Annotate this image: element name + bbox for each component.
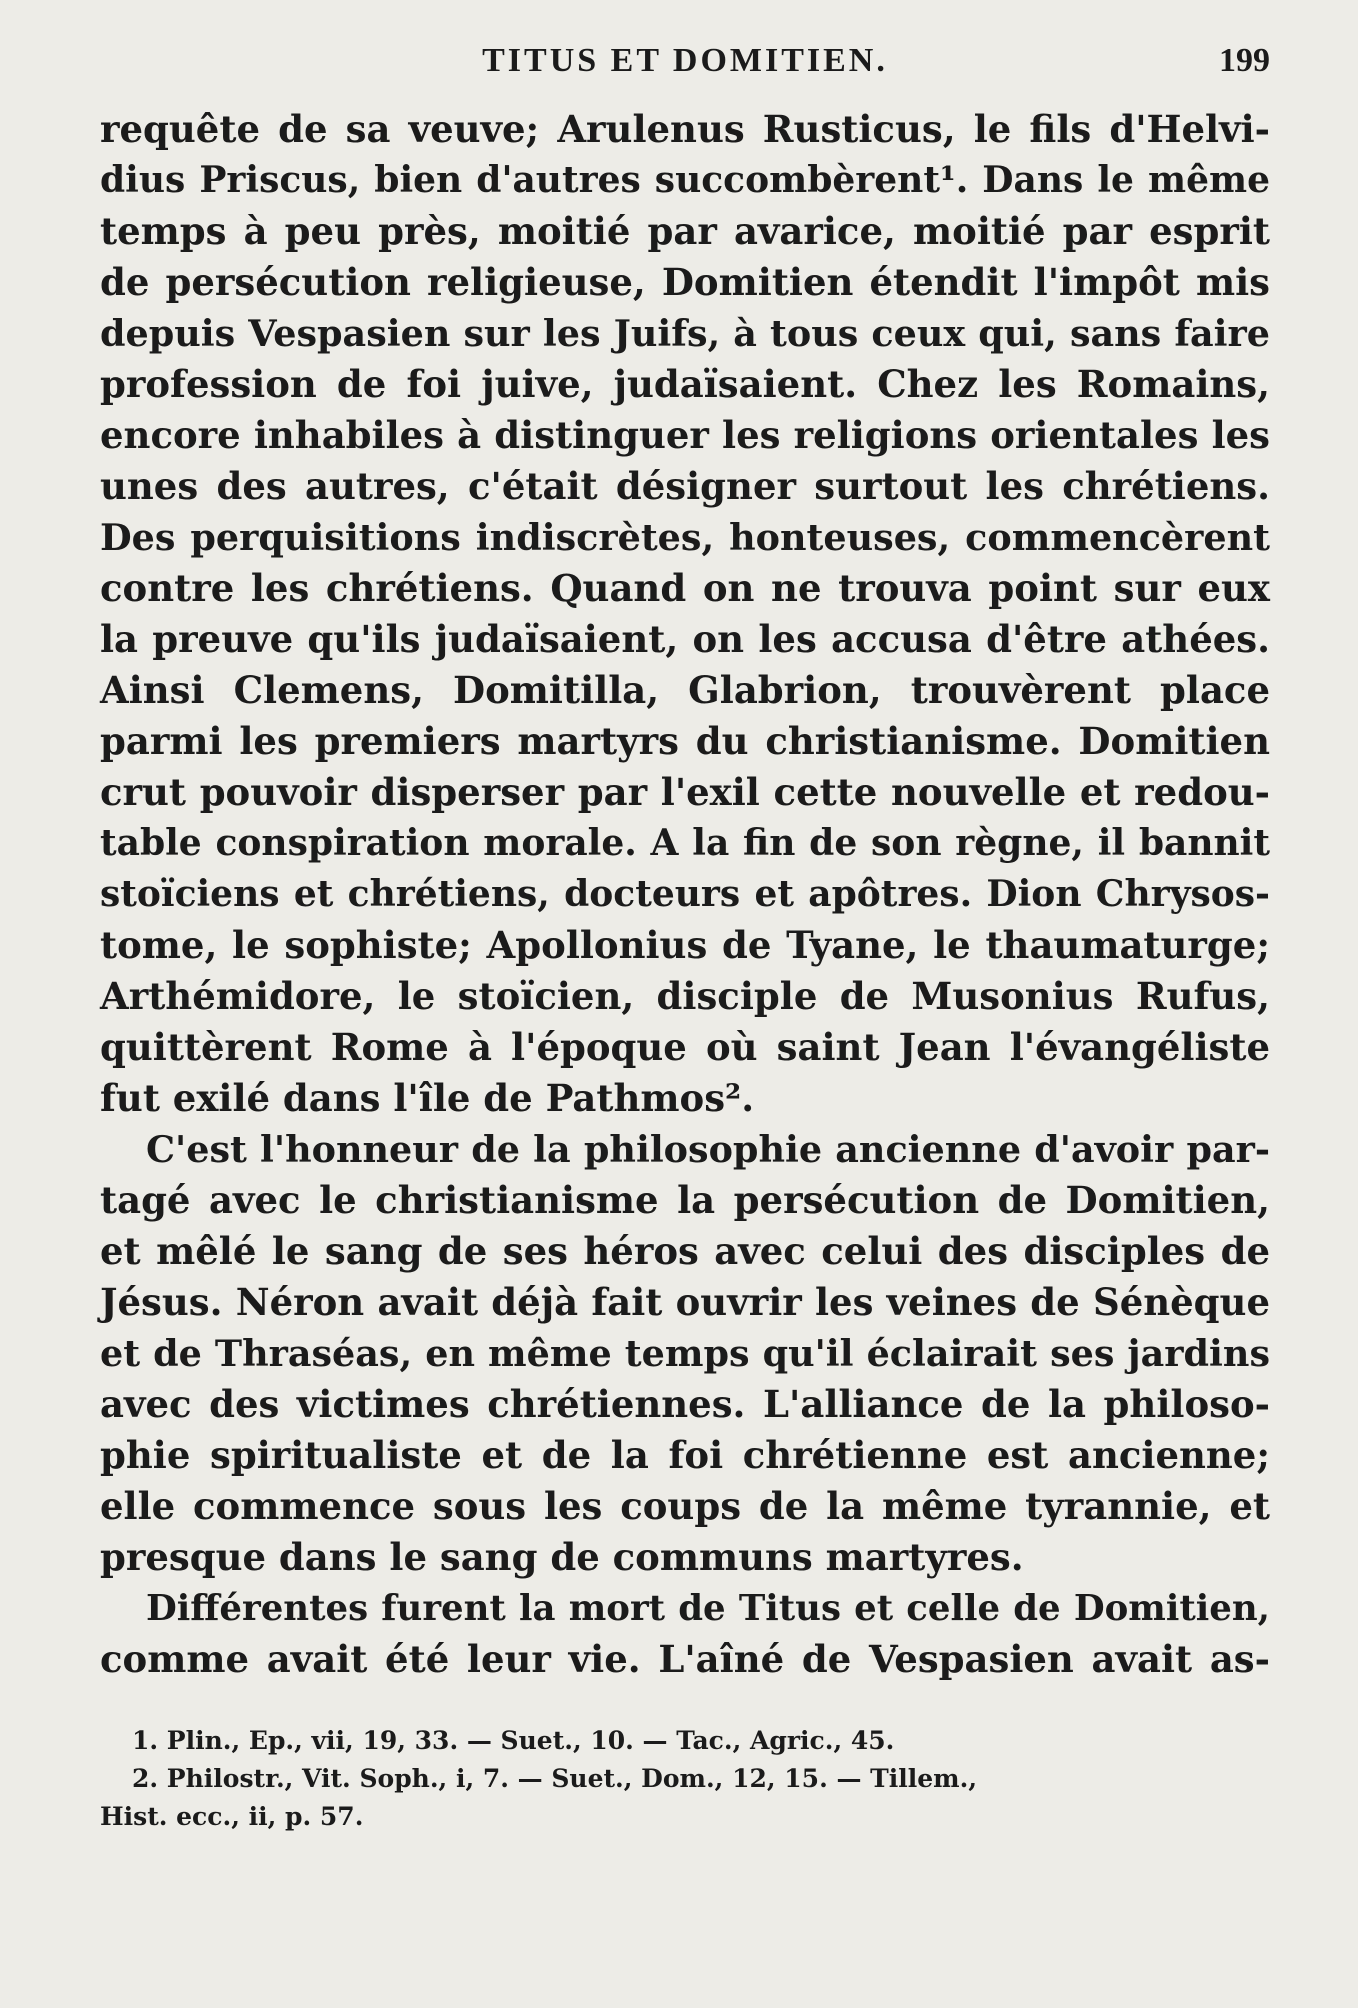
text-line: phie spiritualiste et de la foi chrétienne est ancienne;	[100, 1433, 1270, 1477]
text-line: unes des autres, c'était désigner surtout les chrétiens.	[100, 464, 1270, 508]
text-line: contre les chrétiens. Quand on ne trouva point sur eux	[100, 566, 1270, 610]
footnotes	[100, 1722, 1270, 1836]
text-line: profession de foi juive, judaïsaient. Chez les Romains,	[100, 362, 1270, 406]
text-line: requête de sa veuve; Arulenus Rusticus, le fils d'Helvi-	[100, 107, 1270, 151]
footnote-1: 1. Plin., Ep., vii, 19, 33. — Suet., 10. — Tac., Agric., 45.	[132, 1726, 895, 1755]
text-line: Différentes furent la mort de Titus et celle de Domitien,	[146, 1588, 1270, 1629]
text-line: Des perquisitions indiscrètes, honteuses, commencèrent	[100, 516, 1270, 559]
text-line: temps à peu près, moitié par avarice, moitié par esprit	[100, 209, 1270, 253]
text-line: Arthémidore, le stoïcien, disciple de Musonius Rufus,	[100, 974, 1270, 1018]
text-line: table conspiration morale. A la fin de son règne, il bannit	[100, 822, 1270, 864]
text-line: parmi les premiers martyrs du christianisme. Domitien	[100, 719, 1270, 763]
text-line: fut exilé dans l'île de Pathmos².	[100, 1076, 755, 1120]
text-line: de persécution religieuse, Domitien étendit l'impôt mis	[100, 260, 1270, 304]
text-line: Ainsi Clemens, Domitilla, Glabrion, trouvèrent place	[100, 668, 1270, 712]
text-line: encore inhabiles à distinguer les religions orientales les	[100, 413, 1270, 457]
running-title: TITUS ET DOMITIEN.	[482, 42, 888, 79]
text-line: tome, le sophiste; Apollonius de Tyane, le thaumaturge;	[100, 923, 1270, 967]
text-line: quittèrent Rome à l'époque où saint Jean l'évangéliste	[100, 1025, 1270, 1069]
text-line: elle commence sous les coups de la même tyrannie, et	[100, 1484, 1270, 1528]
text-line: et de Thraséas, en même temps qu'il éclairait ses jardins	[100, 1332, 1270, 1375]
text-line: comme avait été leur vie. L'aîné de Vespasien avait as-	[100, 1637, 1270, 1681]
footnote-2: 2. Philostr., Vit. Soph., i, 7. — Suet., Dom., 12, 15. — Tillem.,	[132, 1764, 978, 1793]
text-line: tagé avec le christianisme la persécution de Domitien,	[100, 1178, 1270, 1222]
text-line: depuis Vespasien sur les Juifs, à tous ceux qui, sans faire	[100, 312, 1270, 355]
text-line: la preuve qu'ils judaïsaient, on les accusa d'être athées.	[100, 617, 1270, 661]
running-head	[100, 42, 1270, 92]
text-line: Jésus. Néron avait déjà fait ouvrir les veines de Sénèque	[100, 1280, 1270, 1324]
page-number: 199	[1219, 42, 1270, 79]
text-line: presque dans le sang de communs martyres.	[100, 1535, 1024, 1579]
text-line: crut pouvoir disperser par l'exil cette nouvelle et redou-	[100, 770, 1270, 814]
text-line: stoïciens et chrétiens, docteurs et apôtres. Dion Chrysos-	[100, 873, 1270, 915]
text-line: et mêlé le sang de ses héros avec celui des disciples de	[100, 1229, 1270, 1273]
text-line: avec des victimes chrétiennes. L'alliance de la philoso-	[100, 1382, 1270, 1426]
text-line: C'est l'honneur de la philosophie ancienne d'avoir par-	[146, 1128, 1270, 1171]
text-line: dius Priscus, bien d'autres succombèrent¹. Dans le même	[100, 159, 1270, 201]
body-text	[100, 104, 1270, 1685]
footnote-2-continued: Hist. ecc., ii, p. 57.	[100, 1802, 364, 1831]
